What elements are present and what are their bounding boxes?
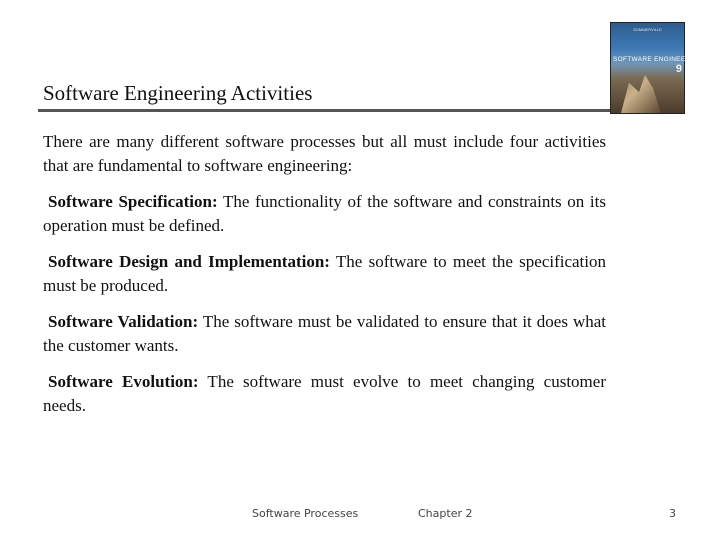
activity-description: The software must evolve to meet changing customer needs. — [43, 372, 606, 415]
activity-term: Software Design and Implementation: — [48, 252, 330, 271]
activity-term: Software Evolution: — [48, 372, 199, 391]
title-underline — [38, 109, 610, 112]
activity-term: Software Specification: — [48, 192, 218, 211]
book-cover-image — [610, 22, 703, 114]
activity-description: The software must be validated to ensure that it does what the customer wants. — [43, 312, 606, 355]
activity-specification — [43, 190, 606, 238]
footer-chapter: Chapter 2 — [418, 507, 473, 520]
activity-description: The software to meet the specification must be produced. — [43, 252, 607, 295]
activity-design-implementation — [43, 250, 606, 298]
activity-evolution — [43, 370, 606, 418]
activity-description: The functionality of the software and constraints on its operation must be defined. — [43, 192, 606, 235]
activity-validation — [43, 310, 606, 358]
book-cover-edition: 9 — [675, 63, 682, 75]
page-number: 3 — [669, 507, 676, 520]
book-cover-title: SOFTWARE ENGINEERING — [613, 56, 703, 63]
activity-term: Software Validation: — [48, 312, 199, 331]
footer-topic: Software Processes — [252, 507, 359, 520]
intro-paragraph: There are many different software processes but all must include four activities that are fundamental to software engineering: — [43, 132, 606, 175]
slide-title: Software Engineering Activities — [43, 81, 313, 105]
book-cover-author: SOMMERVILLE — [633, 27, 662, 32]
building-illustration — [621, 75, 661, 113]
